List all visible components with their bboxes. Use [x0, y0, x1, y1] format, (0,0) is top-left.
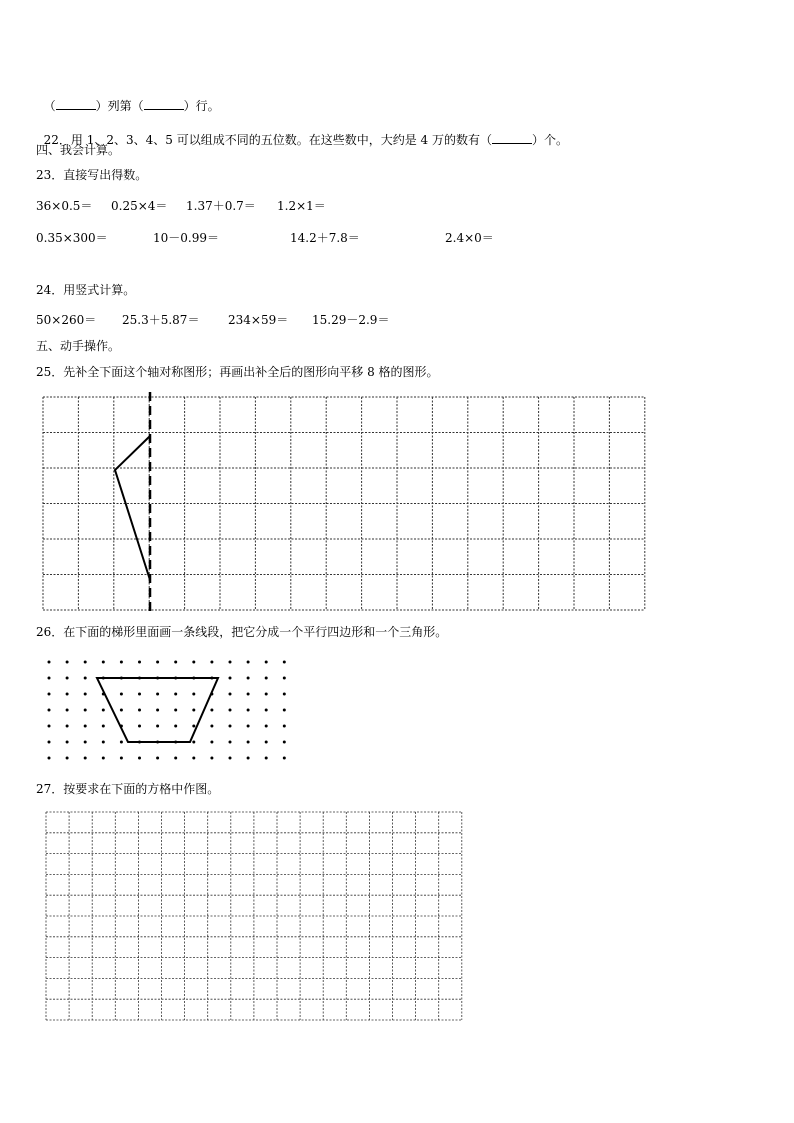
question-23: 23．直接写出得数。	[36, 168, 148, 182]
question-22: 22．用 1、2、3、4、5 可以组成不同的五位数。在这些数中，大约是 4 万的数有（ ）个。	[43, 133, 568, 147]
calc-item: 0.35×300＝	[36, 231, 108, 245]
calc-item: 25.3＋5.87＝	[122, 313, 200, 327]
calc-item: 36×0.5＝	[36, 199, 93, 213]
question-25: 25．先补全下面这个轴对称图形；再画出补全后的图形向平移 8 格的图形。	[36, 365, 439, 379]
question-26: 26．在下面的梯形里面画一条线段，把它分成一个平行四边形和一个三角形。	[36, 625, 448, 639]
calc-item: 0.25×4＝	[111, 199, 168, 213]
calc-item: 1.37＋0.7＝	[186, 199, 256, 213]
section-4-heading: 四、我会计算。	[36, 143, 121, 157]
calc-item: 50×260＝	[36, 313, 97, 327]
question-27: 27．按要求在下面的方格中作图。	[36, 782, 220, 796]
calc-item: 15.29－2.9＝	[312, 313, 390, 327]
calc-item: 1.2×1＝	[277, 199, 326, 213]
q27-grid[interactable]	[46, 812, 462, 1020]
section-5-heading: 五、动手操作。	[36, 339, 121, 353]
calc-item: 2.4×0＝	[445, 231, 494, 245]
calc-item: 234×59＝	[228, 313, 289, 327]
q21-tail: （ ）列第（ ）行。	[43, 99, 220, 113]
calc-item: 14.2＋7.8＝	[290, 231, 360, 245]
question-24: 24．用竖式计算。	[36, 283, 136, 297]
calc-item: 10－0.99＝	[153, 231, 219, 245]
